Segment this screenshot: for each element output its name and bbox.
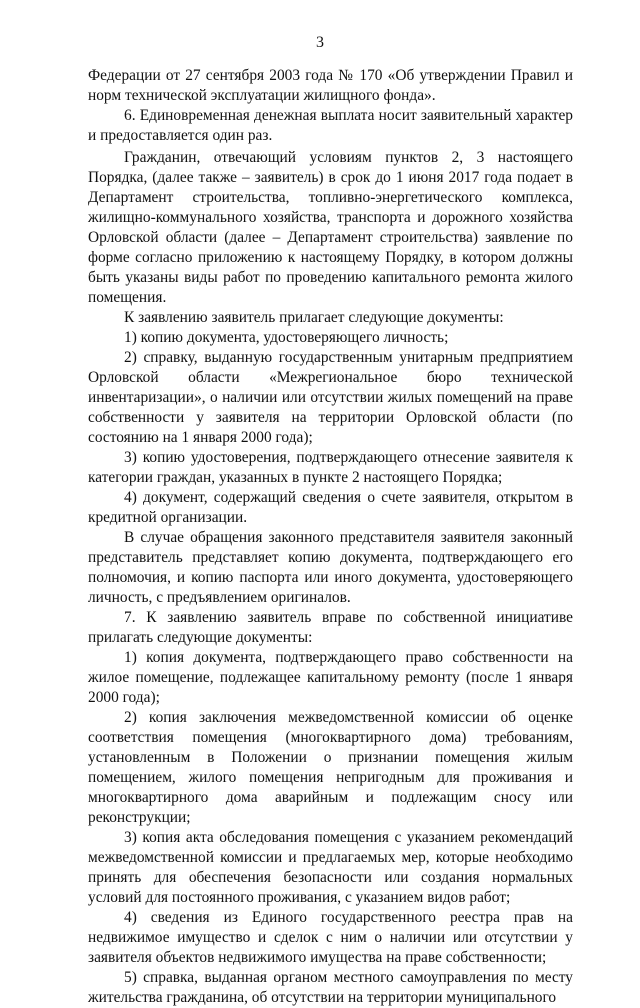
optional-item-4: 4) сведения из Единого государственного реестра прав на недвижимое имущество и сделок с ним о наличии или отсутствии у заявителя объектов недвижимого имущества на праве собственности; [88,909,573,966]
paragraph-item-6: 6. Единовременная денежная выплата носит заявительный характер и предоставляется один раз. [88,107,573,144]
list-item-1: 1) копию документа, удостоверяющего личность; [124,329,449,346]
paragraph-representative: В случае обращения законного представителя заявителя законный представитель представляет копию документа, подтверждающего его полномочия, и копию паспорта или иного документа, удостоверяющего личность, с предъявлением оригиналов. [88,529,573,606]
document-body [88,66,573,1008]
optional-item-5: 5) справка, выданная органом местного самоуправления по месту жительства гражданина, об отсутствии на территории муниципального [88,969,573,1006]
list-item-4: 4) документ, содержащий сведения о счете заявителя, открытом в кредитной организации. [88,489,573,526]
optional-item-3: 3) копия акта обследования помещения с указанием рекомендаций межведомственной комиссии и предлагаемых мер, которые необходимо принять для обеспечения безопасности или создания нормальных условий для постоянного проживания, с указанием видов работ; [88,829,573,906]
paragraph-continuation: Федерации от 27 сентября 2003 года № 170 «Об утверждении Правил и норм технической эксплуатации жилищного фонда». [88,67,573,104]
list-item-2: 2) справку, выданную государственным унитарным предприятием Орловской области «Межрегиональное бюро технической инвентаризации», о наличии или отсутствии жилых помещений на праве собственности у заявителя на территории Орловской области (по состоянию на 1 января 2000 года); [88,349,573,446]
optional-item-1: 1) копия документа, подтверждающего право собственности на жилое помещение, подлежащее капитальному ремонту (после 1 января 2000 года); [88,649,573,706]
optional-item-2: 2) копия заключения межведомственной комиссии об оценке соответствия помещения (многоквартирного дома) требованиям, установленным в Положении о признании помещения жилым помещением, жилого помещения непригодным для проживания и многоквартирного дома аварийным и подлежащим сносу или реконструкции; [88,709,573,826]
paragraph-documents-intro: К заявлению заявитель прилагает следующие документы: [124,309,504,326]
list-item-3: 3) копию удостоверения, подтверждающего отнесение заявителя к категории граждан, указанных в пункте 2 настоящего Порядка; [88,449,573,486]
page-number: 3 [316,34,324,51]
paragraph-item-7: 7. К заявлению заявитель вправе по собственной инициативе прилагать следующие документы: [88,609,573,646]
paragraph-applicant: Гражданин, отвечающий условиям пунктов 2, 3 настоящего Порядка, (далее также – заявитель) в срок до 1 июня 2017 года подает в Департамент строительства, топливно-энергетического комплекса, жилищно-коммунального хозяйства, транспорта и дорожного хозяйства Орловской области (далее – Департамент строительства) заявление по форме согласно приложению к настоящему Порядку, в котором должны быть указаны виды работ по проведению капитального ремонта жилого помещения. [88,149,573,306]
